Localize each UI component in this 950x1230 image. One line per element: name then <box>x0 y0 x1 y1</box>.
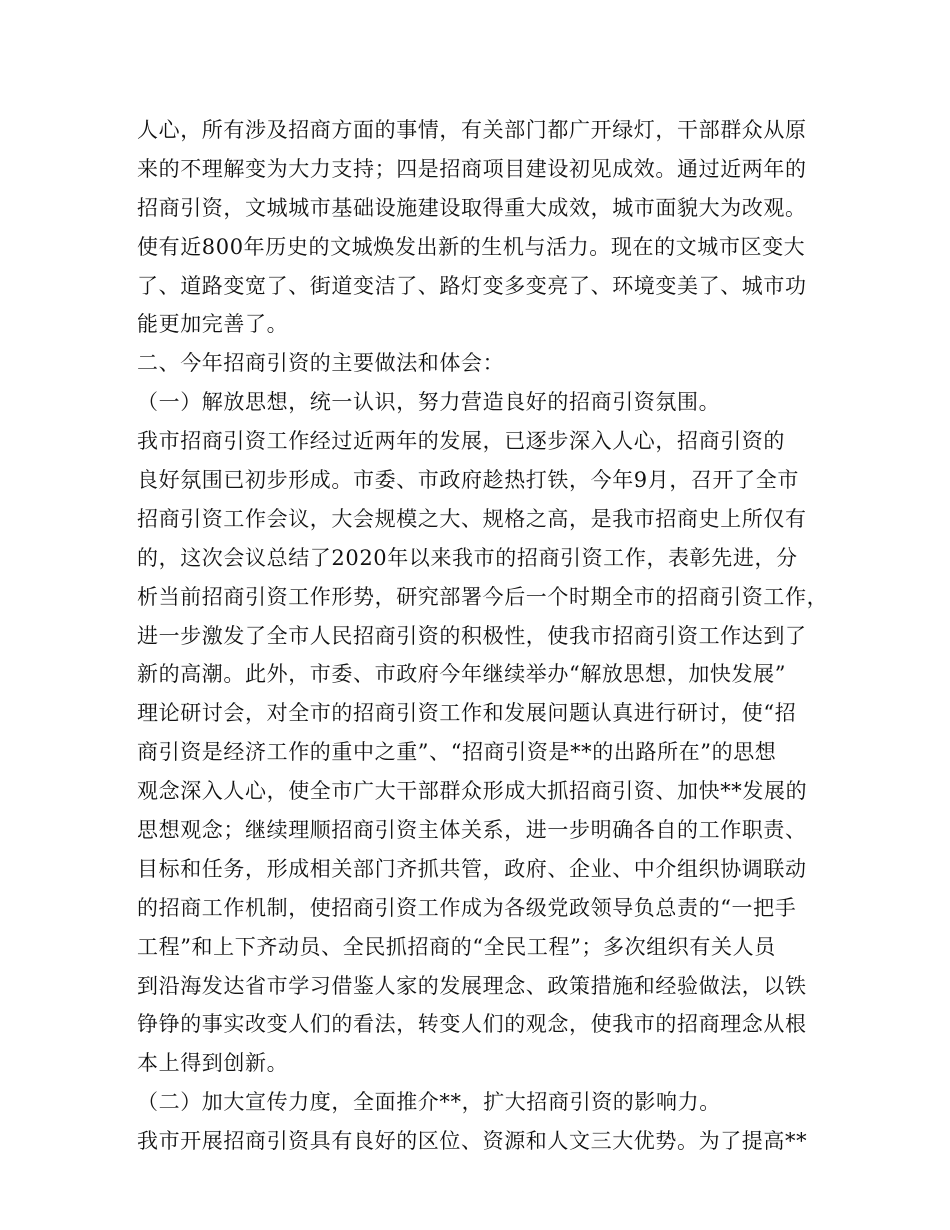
text-line: 观念深入人心，使全市广大干部群众形成大抓招商引资、加快**发展的 <box>137 779 808 804</box>
text-line: 进一步激发了全市人民招商引资的积极性，使我市招商引资工作达到了 <box>137 623 807 648</box>
text-line: 招商引资，文城城市基础设施建设取得重大成效，城市面貌大为改观。 <box>137 195 807 220</box>
text-line: 的，这次会议总结了2020年以来我市的招商引资工作，表彰先进，分 <box>137 545 798 570</box>
text-line: 思想观念；继续理顺招商引资主体关系，进一步明确各自的工作职责、 <box>137 818 807 843</box>
section-heading: 二、今年招商引资的主要做法和体会： <box>137 351 505 376</box>
subsection-heading: （一）解放思想，统一认识，努力营造良好的招商引资氛围。 <box>137 390 721 415</box>
text-line: 铮铮的事实改变人们的看法，转变人们的观念，使我市的招商理念从根 <box>137 1012 807 1037</box>
text-line: 我市招商引资工作经过近两年的发展，已逐步深入人心，招商引资的 <box>137 429 785 454</box>
text-line: 理论研讨会，对全市的招商引资工作和发展问题认真进行研讨，使“招 <box>137 701 797 726</box>
text-line: 析当前招商引资工作形势，研究部署今后一个时期全市的招商引资工作， <box>137 584 829 609</box>
text-line: 到沿海发达省市学习借鉴人家的发展理念、政策措施和经验做法，以铁 <box>137 973 807 998</box>
text-line: 使有近800年历史的文城焕发出新的生机与活力。现在的文城市区变大 <box>137 234 806 259</box>
text-line: 目标和任务，形成相关部门齐抓共管，政府、企业、中介组织协调联动 <box>137 856 807 881</box>
text-line: 我市开展招商引资具有良好的区位、资源和人文三大优势。为了提高** <box>137 1129 808 1154</box>
text-line: 工程”和上下齐动员、全民抓招商的“全民工程”；多次组织有关人员 <box>137 934 776 959</box>
text-line: 商引资是经济工作的重中之重”、“招商引资是**的出路所在”的思想 <box>137 740 777 765</box>
document-body <box>137 111 837 1161</box>
text-line: 了、道路变宽了、街道变洁了、路灯变多变亮了、环境变美了、城市功 <box>137 273 807 298</box>
text-line: 招商引资工作会议，大会规模之大、规格之高，是我市招商史上所仅有 <box>137 506 807 531</box>
text-line: 本上得到创新。 <box>137 1051 289 1076</box>
text-line: 良好氛围已初步形成。市委、市政府趁热打铁，今年9月，召开了全市 <box>137 468 799 493</box>
text-line: 新的高潮。此外，市委、市政府今年继续举办“解放思想，加快发展” <box>137 662 787 687</box>
subsection-heading: （二）加大宣传力度，全面推介**，扩大招商引资的影响力。 <box>137 1090 721 1115</box>
text-line: 的招商工作机制，使招商引资工作成为各级党政领导负总责的“一把手 <box>137 895 797 920</box>
text-line: 人心，所有涉及招商方面的事情，有关部门都广开绿灯，干部群众从原 <box>137 118 807 142</box>
text-line: 能更加完善了。 <box>137 312 289 337</box>
text-line: 来的不理解变为大力支持；四是招商项目建设初见成效。通过近两年的 <box>137 156 807 181</box>
